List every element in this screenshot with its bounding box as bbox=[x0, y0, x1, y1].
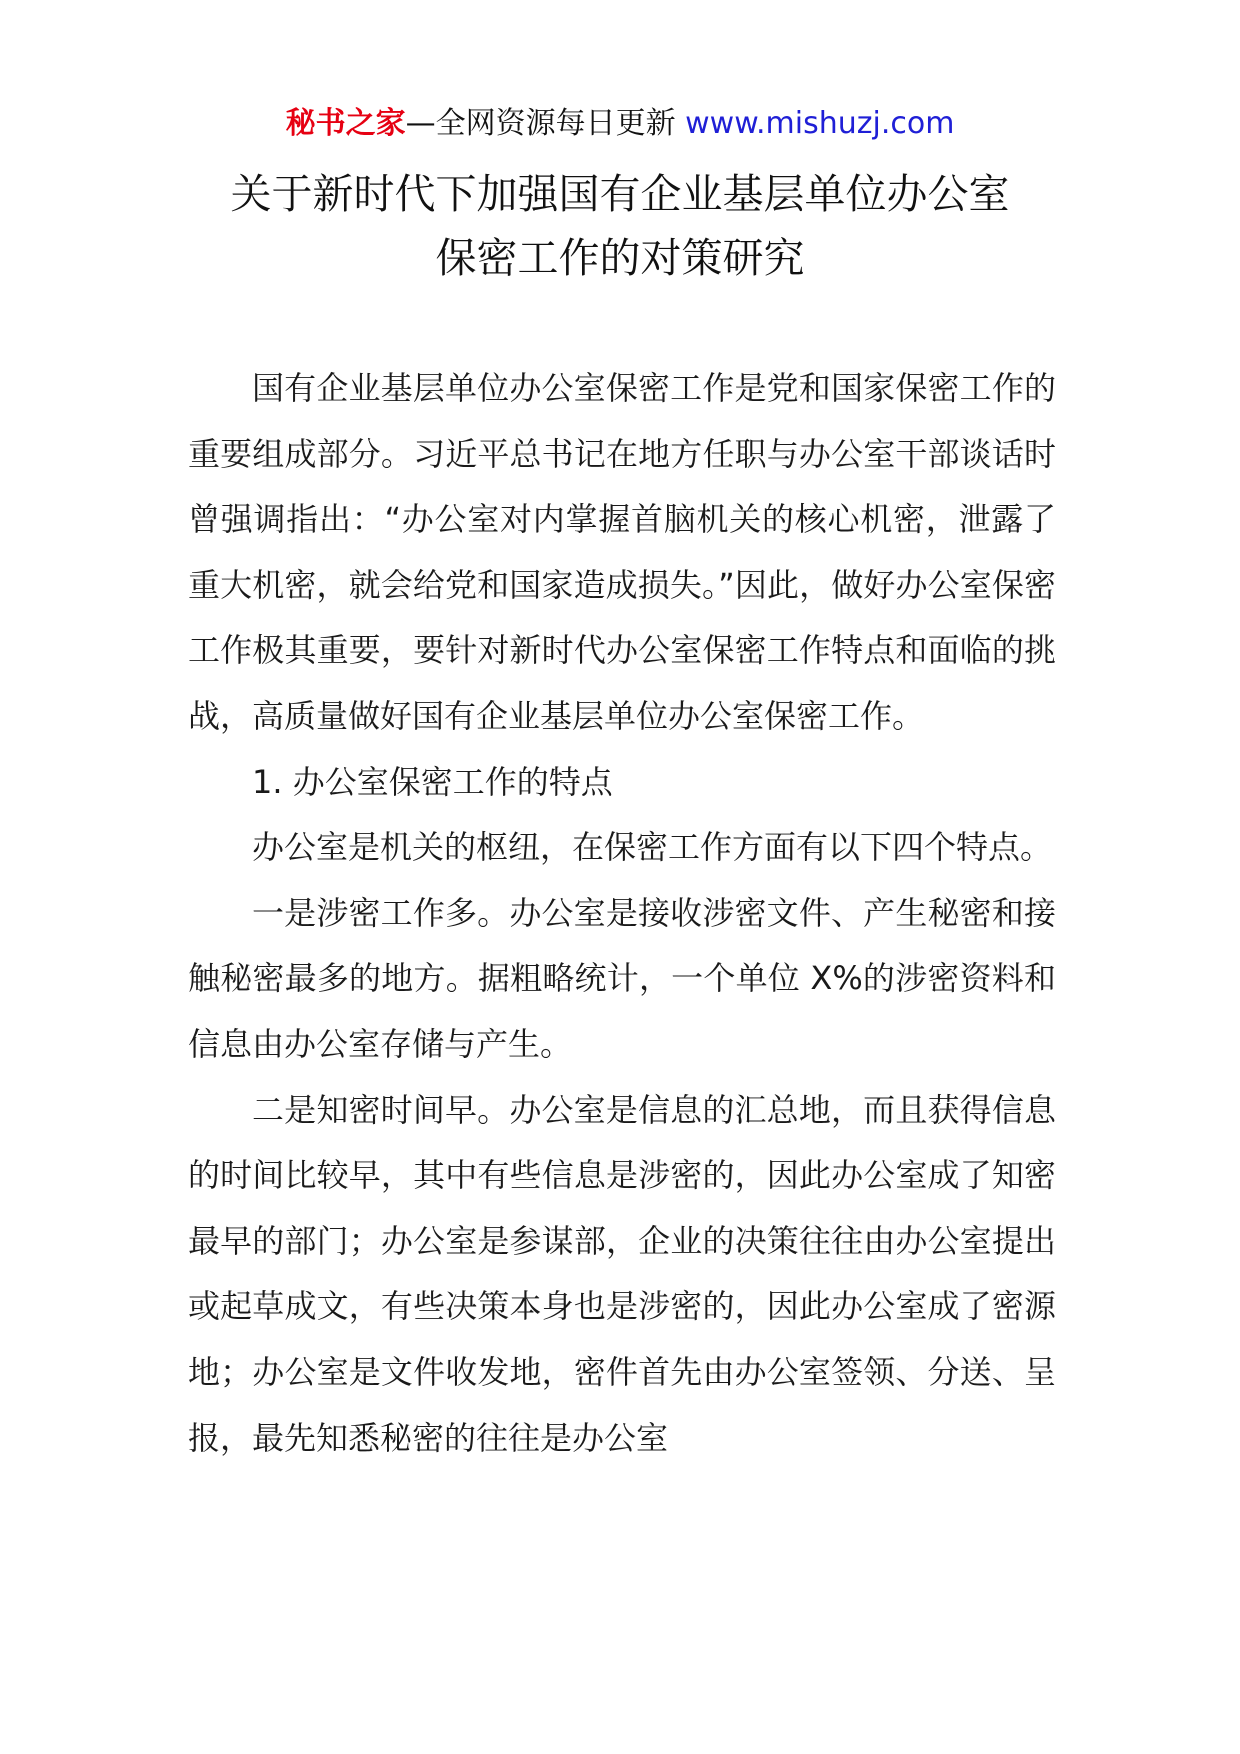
site-url-link[interactable]: www.mishuzj.com bbox=[685, 106, 955, 141]
paragraph-section-intro: 办公室是机关的枢纽，在保密工作方面有以下四个特点。 bbox=[252, 828, 1053, 867]
brand-name: 秘书之家 bbox=[285, 106, 406, 141]
document-title bbox=[0, 162, 1240, 290]
section-heading-1: 1. 办公室保密工作的特点 bbox=[252, 762, 613, 801]
title-line-1: 关于新时代下加强国有企业基层单位办公室 bbox=[230, 170, 1010, 218]
document-body bbox=[188, 356, 1056, 1471]
paragraph-point-1: 一是涉密工作多。办公室是接收涉密文件、产生秘密和接触秘密最多的地方。据粗略统计，一个单位 X%的涉密资料和信息由办公室存储与产生。 bbox=[188, 893, 1056, 1063]
paragraph-point-2: 二是知密时间早。办公室是信息的汇总地，而且获得信息的时间比较早，其中有些信息是涉密的，因此办公室成了知密最早的部门；办公室是参谋部，企业的决策往往由办公室提出或起草成文，有些决策本身也是涉密的，因此办公室成了密源地；办公室是文件收发地，密件首先由办公室签领、分送、呈报，最先知悉秘密的往往是办公室 bbox=[188, 1090, 1056, 1457]
site-header bbox=[0, 102, 1240, 146]
header-tagline: —全网资源每日更新 bbox=[405, 106, 686, 141]
paragraph-intro: 国有企业基层单位办公室保密工作是党和国家保密工作的重要组成部分。习近平总书记在地方任职与办公室干部谈话时曾强调指出：“办公室对内掌握首脑机关的核心机密，泄露了重大机密，就会给党和国家造成损失。”因此，做好办公室保密工作极其重要，要针对新时代办公室保密工作特点和面临的挑战，高质量做好国有企业基层单位办公室保密工作。 bbox=[188, 369, 1056, 735]
title-line-2: 保密工作的对策研究 bbox=[435, 234, 805, 282]
